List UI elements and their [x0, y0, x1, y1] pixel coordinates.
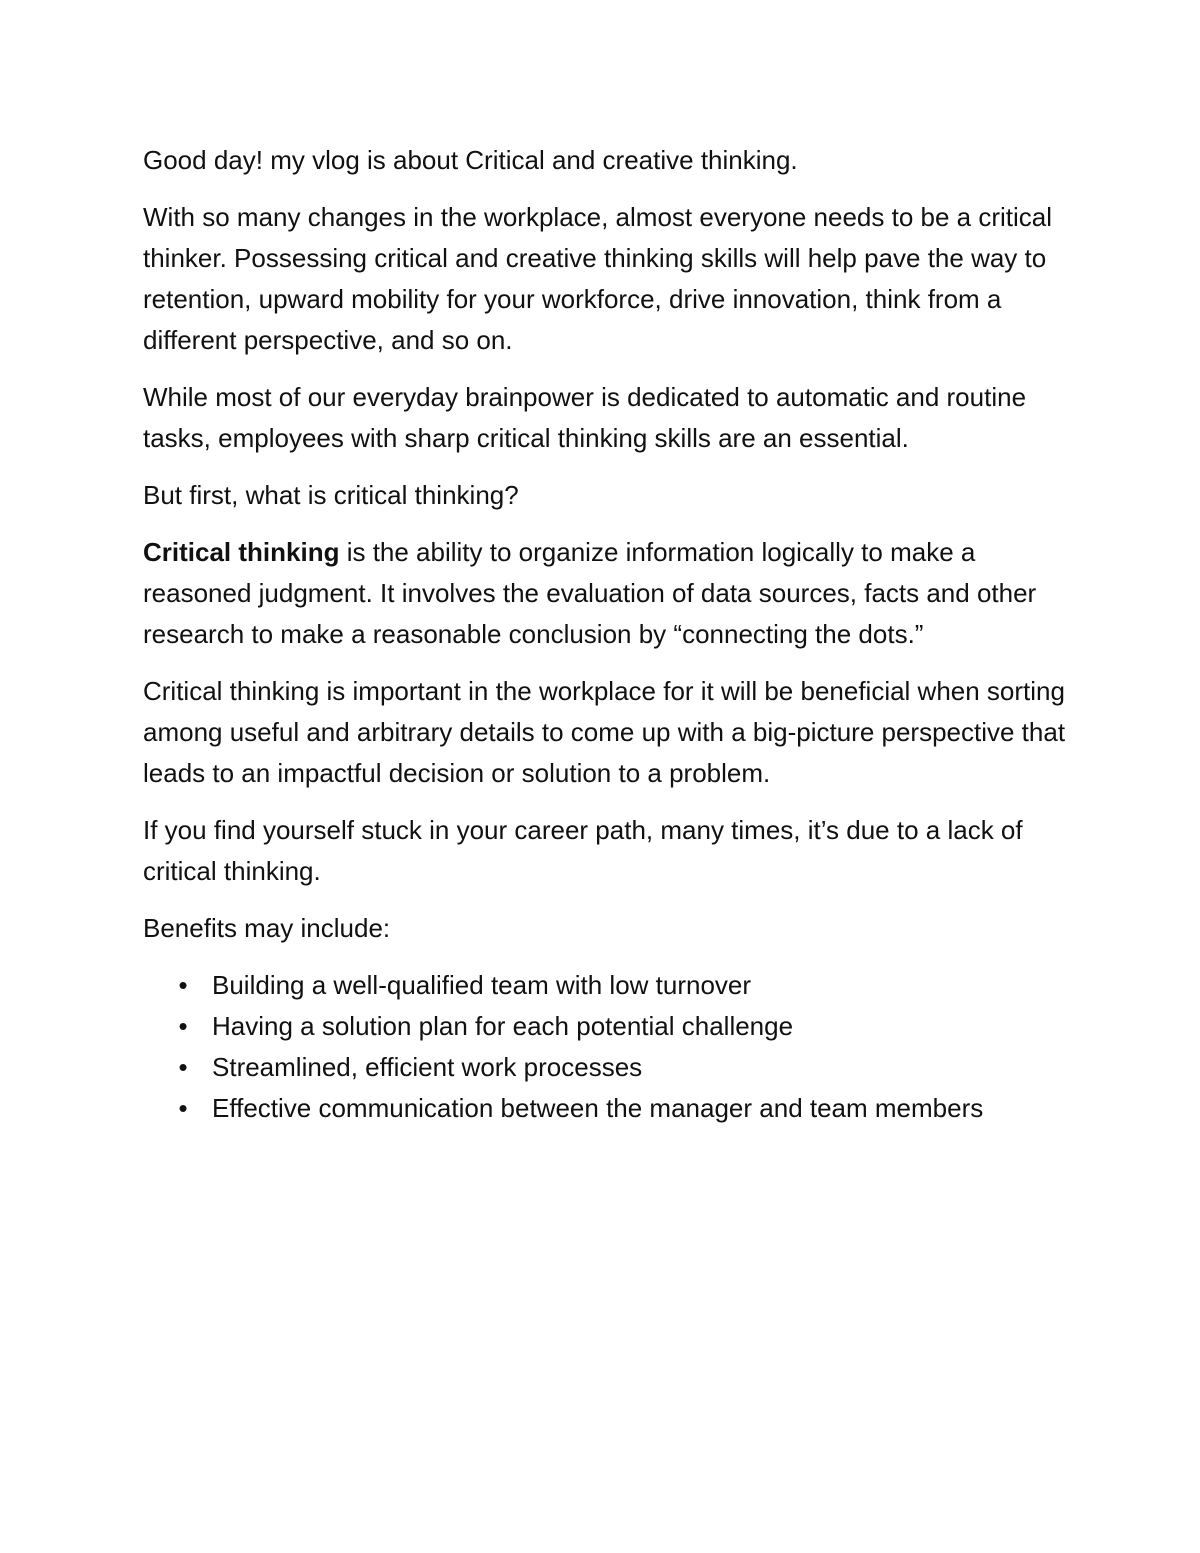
career-stuck-paragraph: If you find yourself stuck in your career path, many times, it’s due to a lack of critical thinking.	[143, 815, 1023, 886]
importance-paragraph: Critical thinking is important in the workplace for it will be beneficial when sorting among useful and arbitrary details to come up with a big-picture perspective that leads to an impactful decision or solution to a problem.	[143, 676, 1066, 788]
bullet-icon: •	[178, 1052, 188, 1082]
list-item-text: Streamlined, efficient work processes	[212, 1052, 643, 1082]
bullet-icon: •	[178, 970, 188, 1000]
bullet-icon: •	[178, 1093, 188, 1123]
definition-text: is the ability to organize information logically to make a reasoned judgment. It involves the evaluation of data sources, facts and other research to make a reasonable conclusion by “connecting the dots.”	[143, 537, 1037, 649]
question-paragraph: But first, what is critical thinking?	[143, 480, 519, 510]
list-item-text: Effective communication between the manager and team members	[212, 1093, 984, 1123]
workplace-changes-paragraph: With so many changes in the workplace, almost everyone needs to be a critical thinker. Possessing critical and creative thinking skills will help pave the way to retention, upward mobility for your workforce, drive innovation, think from a different perspective, and so on.	[143, 202, 1053, 355]
definition-term: Critical thinking	[143, 537, 340, 567]
list-item-text: Having a solution plan for each potential challenge	[212, 1011, 794, 1041]
brainpower-paragraph: While most of our everyday brainpower is dedicated to automatic and routine tasks, employees with sharp critical thinking skills are an essential.	[143, 382, 1027, 453]
benefits-list	[143, 965, 1073, 1129]
list-item	[143, 965, 1073, 1006]
list-item-text: Building a well-qualified team with low turnover	[212, 970, 752, 1000]
list-item	[143, 1088, 1073, 1129]
bullet-icon: •	[178, 1011, 188, 1041]
document-body	[143, 140, 1073, 1129]
benefits-heading: Benefits may include:	[143, 913, 391, 943]
list-item	[143, 1006, 1073, 1047]
definition-paragraph	[143, 532, 1073, 655]
list-item	[143, 1047, 1073, 1088]
intro-paragraph: Good day! my vlog is about Critical and creative thinking.	[143, 145, 798, 175]
